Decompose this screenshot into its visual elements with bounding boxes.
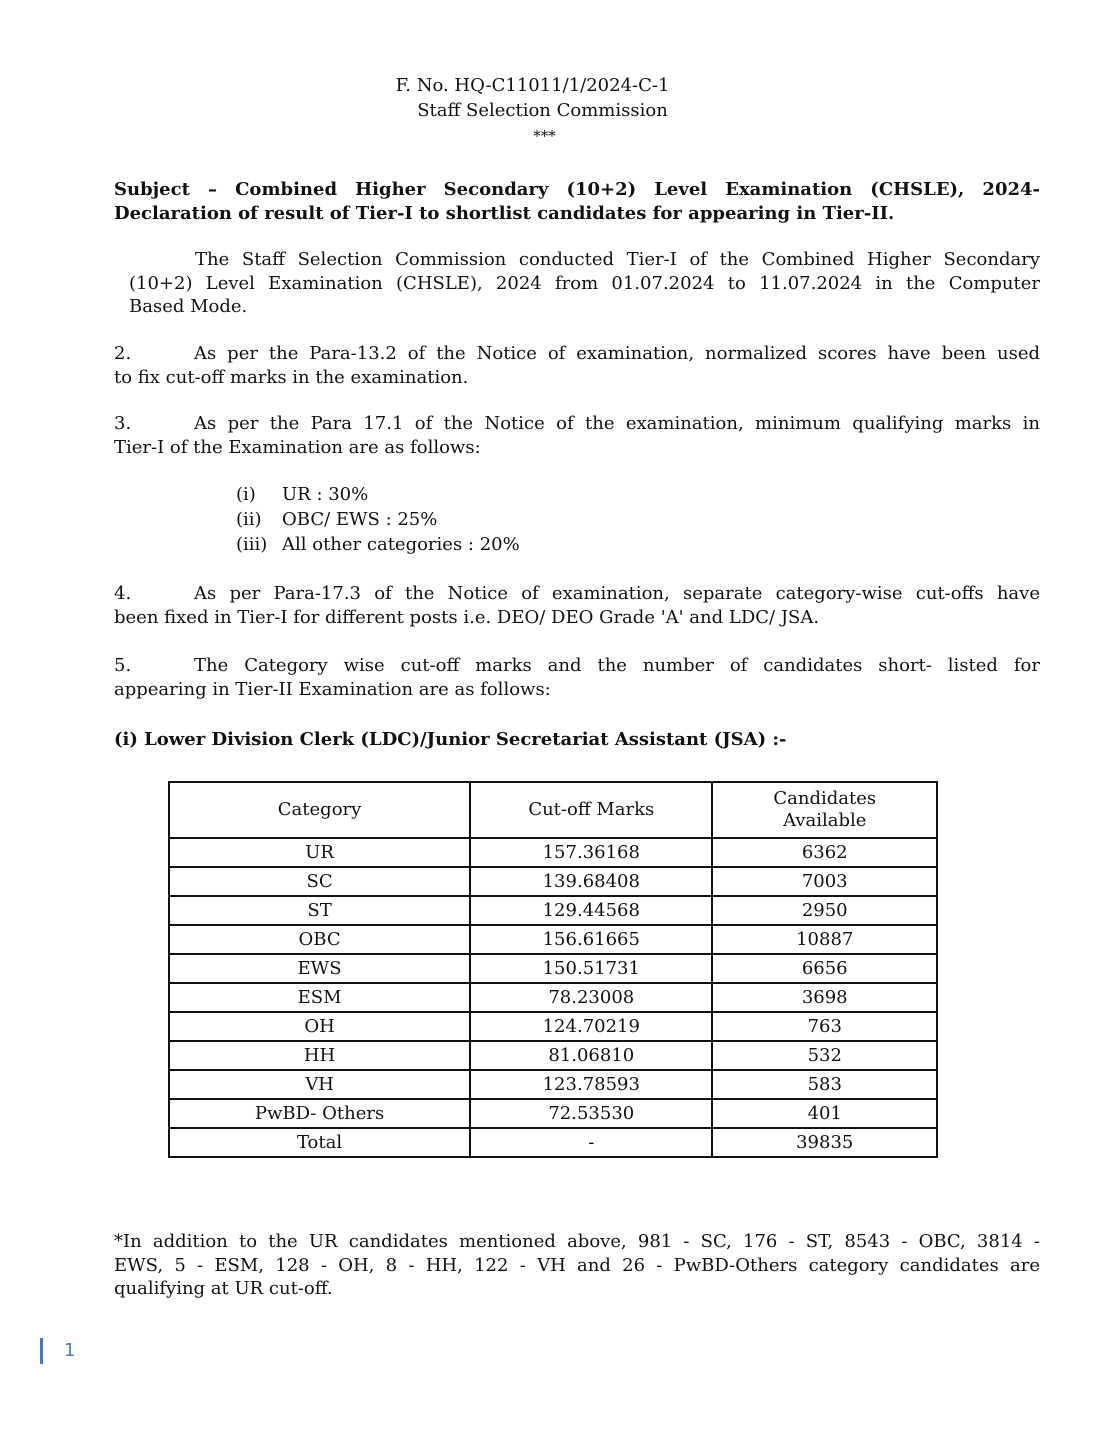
table-row [169, 1041, 937, 1070]
footnote-line-3: qualifying at UR cut-off. [114, 1278, 333, 1299]
para5-number: 5. [114, 655, 132, 676]
candidates-cell: 10887 [712, 925, 937, 954]
category-cell: ST [169, 896, 470, 925]
cutoff-cell: 156.61665 [470, 925, 712, 954]
para1-line-3: Based Mode. [129, 296, 248, 317]
file-number-text: F. No. HQ-C11011/1/2024-C-1 [395, 75, 670, 96]
paragraph-3 [114, 412, 1040, 459]
para3-text-1: As per the Para 17.1 of the Notice of the examination, minimum qualifying marks in [194, 413, 1040, 434]
cutoff-cell: 129.44568 [470, 896, 712, 925]
list-roman: (iii) [236, 534, 268, 555]
header-candidates-line-2: Available [783, 810, 867, 831]
header-stars [0, 124, 1105, 148]
organization-text: Staff Selection Commission [417, 100, 668, 121]
cutoff-cell: 124.70219 [470, 1012, 712, 1041]
category-cell: HH [169, 1041, 470, 1070]
table-row [169, 1070, 937, 1099]
page-number-bar [40, 1338, 43, 1364]
paragraph-5 [114, 654, 1040, 701]
organization-name [0, 99, 1105, 123]
section-heading: (i) Lower Division Clerk (LDC)/Junior Secretariat Assistant (JSA) :- [114, 729, 787, 750]
list-text: OBC/ EWS : 25% [282, 509, 438, 530]
para1-line-1: The Staff Selection Commission conducted Tier-I of the Combined Higher Secondary [195, 249, 1040, 270]
stars-text: *** [533, 127, 556, 145]
header-cutoff-marks: Cut-off Marks [470, 782, 712, 838]
paragraph-1 [129, 248, 1040, 319]
table-row [169, 867, 937, 896]
cutoff-cell: 157.36168 [470, 838, 712, 867]
para5-line-2: appearing in Tier-II Examination are as follows: [114, 678, 551, 700]
para5-text-1: The Category wise cut-off marks and the number of candidates short- listed for [194, 655, 1040, 676]
table-row [169, 896, 937, 925]
table-row [169, 1012, 937, 1041]
header-candidates-available [712, 782, 937, 838]
cutoff-cell: 72.53530 [470, 1099, 712, 1128]
category-cell: SC [169, 867, 470, 896]
paragraph-4 [114, 582, 1040, 629]
category-cell: Total [169, 1128, 470, 1157]
table-row [169, 1099, 937, 1128]
cutoff-cell: - [470, 1128, 712, 1157]
cutoff-cell: 150.51731 [470, 954, 712, 983]
para4-line-1 [114, 582, 1040, 606]
subject-block [114, 178, 1040, 225]
candidates-cell: 39835 [712, 1128, 937, 1157]
table-row [169, 954, 937, 983]
candidates-cell: 2950 [712, 896, 937, 925]
header-candidates-line-1: Candidates [773, 788, 877, 809]
footnote-line-1: *In addition to the UR candidates mentioned above, 981 - SC, 176 - ST, 8543 - OBC, 3814 - [114, 1231, 1040, 1252]
para3-line-1 [114, 412, 1040, 436]
candidates-cell: 6656 [712, 954, 937, 983]
candidates-cell: 3698 [712, 983, 937, 1012]
table-total-row [169, 1128, 937, 1157]
file-number [0, 74, 1105, 98]
category-cell: OBC [169, 925, 470, 954]
list-item [236, 482, 520, 507]
candidates-cell: 7003 [712, 867, 937, 896]
cutoff-cell: 139.68408 [470, 867, 712, 896]
para1-line-2: (10+2) Level Examination (CHSLE), 2024 from 01.07.2024 to 11.07.2024 in the Computer [129, 272, 1040, 294]
qualifying-marks-list [236, 482, 520, 557]
list-roman: (i) [236, 484, 256, 505]
table-row [169, 925, 937, 954]
para4-number: 4. [114, 583, 132, 604]
footnote-line-2: EWS, 5 - ESM, 128 - OH, 8 - HH, 122 - VH and 26 - PwBD-Others category candidates are [114, 1254, 1040, 1276]
subject-line-1: Subject – Combined Higher Secondary (10+2) Level Examination (CHSLE), 2024- [114, 179, 1040, 200]
table-header-row [169, 782, 937, 838]
para3-line-2: Tier-I of the Examination are as follows: [114, 436, 481, 458]
table-row [169, 838, 937, 867]
list-roman: (ii) [236, 509, 262, 530]
cutoff-cell: 78.23008 [470, 983, 712, 1012]
list-text: All other categories : 20% [282, 534, 520, 555]
category-cell: OH [169, 1012, 470, 1041]
cutoff-table [168, 781, 938, 1158]
candidates-cell: 763 [712, 1012, 937, 1041]
candidates-cell: 6362 [712, 838, 937, 867]
list-item [236, 507, 520, 532]
subject-line-2: Declaration of result of Tier-I to shortlist candidates for appearing in Tier-II. [114, 202, 895, 224]
category-cell: ESM [169, 983, 470, 1012]
para4-text-1: As per Para-17.3 of the Notice of examination, separate category-wise cut-offs have [194, 583, 1040, 604]
footnote [114, 1230, 1040, 1301]
list-item [236, 532, 520, 557]
paragraph-2 [114, 342, 1040, 389]
para5-line-1 [114, 654, 1040, 678]
para2-line-1 [114, 342, 1040, 366]
category-cell: PwBD- Others [169, 1099, 470, 1128]
para2-line-2: to fix cut-off marks in the examination. [114, 366, 469, 388]
header-category: Category [169, 782, 470, 838]
category-cell: UR [169, 838, 470, 867]
list-text: UR : 30% [282, 484, 369, 505]
para4-line-2: been fixed in Tier-I for different posts i.e. DEO/ DEO Grade 'A' and LDC/ JSA. [114, 606, 820, 628]
candidates-cell: 583 [712, 1070, 937, 1099]
table-row [169, 983, 937, 1012]
category-cell: EWS [169, 954, 470, 983]
para2-text-1: As per the Para-13.2 of the Notice of examination, normalized scores have been used [194, 343, 1040, 364]
category-cell: VH [169, 1070, 470, 1099]
candidates-cell: 532 [712, 1041, 937, 1070]
para3-number: 3. [114, 413, 132, 434]
para2-number: 2. [114, 343, 132, 364]
cutoff-cell: 81.06810 [470, 1041, 712, 1070]
cutoff-cell: 123.78593 [470, 1070, 712, 1099]
candidates-cell: 401 [712, 1099, 937, 1128]
page-number: 1 [64, 1340, 76, 1361]
